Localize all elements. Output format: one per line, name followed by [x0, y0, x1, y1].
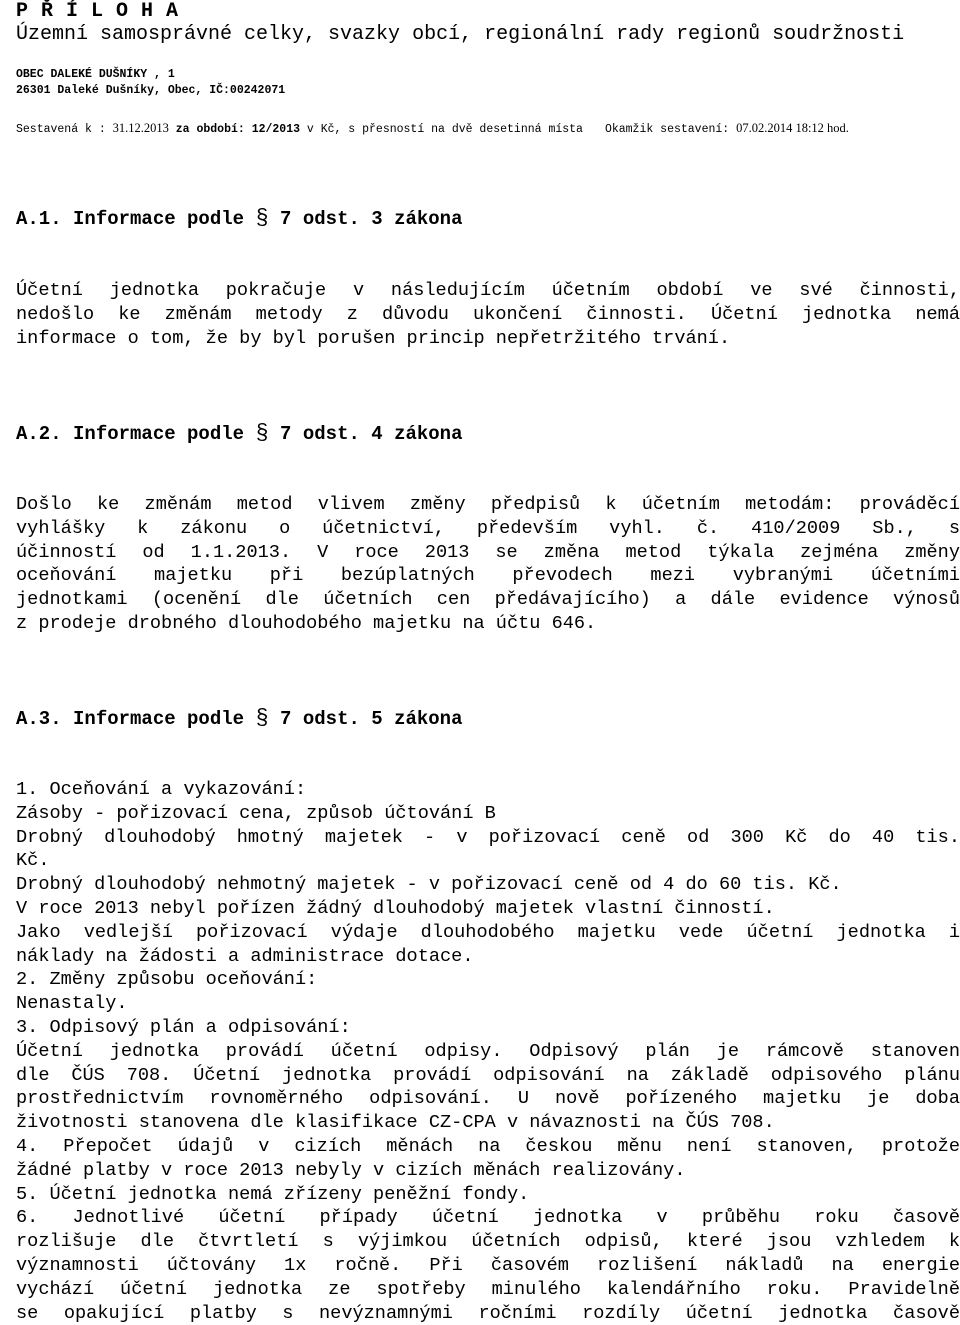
text-line: dle ČÚS 708. Účetní jednotka provádí odpisování na základě odpisového plánu — [16, 1064, 960, 1086]
text-line: V roce 2013 nebyl pořízen žádný dlouhodobý majetek vlastní činností. — [16, 897, 775, 919]
moment-value: 07.02.2014 18:12 hod. — [736, 121, 849, 135]
text-line: 2. Změny způsobu oceňování: — [16, 969, 318, 991]
document-subtitle: Územní samosprávné celky, svazky obcí, regionální rady regionů soudržnosti — [16, 23, 905, 46]
text-line: 1. Oceňování a vykazování: — [16, 779, 307, 800]
document-title: P Ř Í L O H A — [16, 0, 179, 23]
organization-name: OBEC DALEKÉ DUŠNÍKY , 1 — [16, 68, 175, 81]
section-a1-text — [16, 279, 960, 350]
section-sign-icon: § — [255, 206, 269, 231]
section-a2-heading — [16, 422, 463, 446]
currency-text: v Kč, s přesností na dvě desetinná místa — [300, 123, 583, 136]
text-line: Zásoby - pořizovací cena, způsob účtování B — [16, 802, 496, 824]
text-line: se opakující platby s nevýznamnými ročními rozdíly účetní jednotka časově — [16, 1302, 960, 1324]
text-line: žádné platby v roce 2013 nebyly v cizích měnách realizovány. — [16, 1159, 686, 1181]
heading-text: 7 odst. 3 zákona — [268, 208, 463, 230]
text-line: Došlo ke změnám metod vlivem změny předpisů k účetním metodám: prováděcí — [16, 494, 960, 515]
heading-text: A.1. Informace podle — [16, 208, 256, 230]
section-sign-icon: § — [255, 421, 269, 446]
section-a3-text — [16, 778, 960, 1325]
organization-address: 26301 Daleké Dušníky, Obec, IČ:00242071 — [16, 84, 286, 97]
text-line: Účetní jednotka provádí účetní odpisy. Odpisový plán je rámcově stanoven — [16, 1040, 960, 1062]
text-line: prostřednictvím rovnoměrného odpisování. U nově pořízeného majetku je doba — [16, 1088, 960, 1110]
section-a1-heading — [16, 207, 463, 231]
text-line: vyhlášky k zákonu o účetnictví, především vyhl. č. 410/2009 Sb., s — [16, 517, 960, 539]
compiled-label: Sestavená k : — [16, 123, 113, 136]
section-a3-heading — [16, 707, 463, 731]
text-line: významnosti účtovány 1x ročně. Při časovém rozlišení nákladů na energie — [16, 1254, 960, 1276]
heading-text: 7 odst. 4 zákona — [268, 423, 463, 445]
text-line: 5. Účetní jednotka nemá zřízeny peněžní fondy. — [16, 1183, 530, 1205]
text-line: z prodeje drobného dlouhodobého majetku na účtu 646. — [16, 612, 597, 634]
text-line: jednotkami (ocenění dle účetních cen předávajícího) a dále evidence výnosů — [16, 589, 960, 611]
moment-label: Okamžik sestavení: — [604, 123, 737, 136]
heading-text: A.3. Informace podle — [16, 708, 256, 730]
text-line: Drobný dlouhodobý nehmotný majetek - v pořizovací ceně od 4 do 60 tis. Kč. — [16, 874, 842, 896]
text-line: Kč. — [16, 850, 50, 872]
text-line: náklady na žádosti a administrace dotace. — [16, 945, 474, 967]
compiled-date: 31.12.2013 — [112, 121, 169, 135]
text-line: životnosti stanovena dle klasifikace CZ-CPA v návaznosti na ČÚS 708. — [16, 1112, 775, 1134]
text-line: informace o tom, že by byl porušen princip nepřetržitého trvání. — [16, 327, 731, 349]
text-line: Drobný dlouhodobý hmotný majetek - v pořizovací ceně od 300 Kč do 40 tis. — [16, 826, 960, 848]
heading-text: 7 odst. 5 zákona — [268, 708, 463, 730]
text-line: rozlišuje dle čtvrtletí s výjimkou účetních odpisů, které jsou vzhledem k — [16, 1231, 960, 1253]
text-line: Účetní jednotka pokračuje v následujícím účetním období ve své činnosti, — [16, 280, 960, 301]
section-sign-icon: § — [255, 706, 269, 731]
heading-text: A.2. Informace podle — [16, 423, 256, 445]
text-line: 6. Jednotlivé účetní případy účetní jednotka v průběhu roku časově — [16, 1207, 960, 1229]
section-a2-text — [16, 493, 960, 636]
text-line: Nenastaly. — [16, 993, 128, 1015]
period-label: za období: 12/2013 — [168, 123, 300, 136]
text-line: oceňování majetku při bezúplatných převodech mezi vybranými účetními — [16, 565, 960, 587]
text-line: účinností od 1.1.2013. V roce 2013 se změna metod týkala zejména změny — [16, 541, 960, 563]
text-line: 3. Odpisový plán a odpisování: — [16, 1016, 351, 1038]
text-line: 4. Přepočet údajů v cizích měnách na českou měnu není stanoven, protože — [16, 1135, 960, 1157]
text-line: nedošlo ke změnám metody z důvodu ukončení činnosti. Účetní jednotka nemá — [16, 303, 960, 325]
report-meta-line — [16, 121, 849, 137]
text-line: Jako vedlejší pořizovací výdaje dlouhodobého majetku vede účetní jednotka i — [16, 921, 960, 943]
text-line: vychází účetní jednotka ze spotřeby minulého kalendářního roku. Pravidelně — [16, 1278, 960, 1300]
